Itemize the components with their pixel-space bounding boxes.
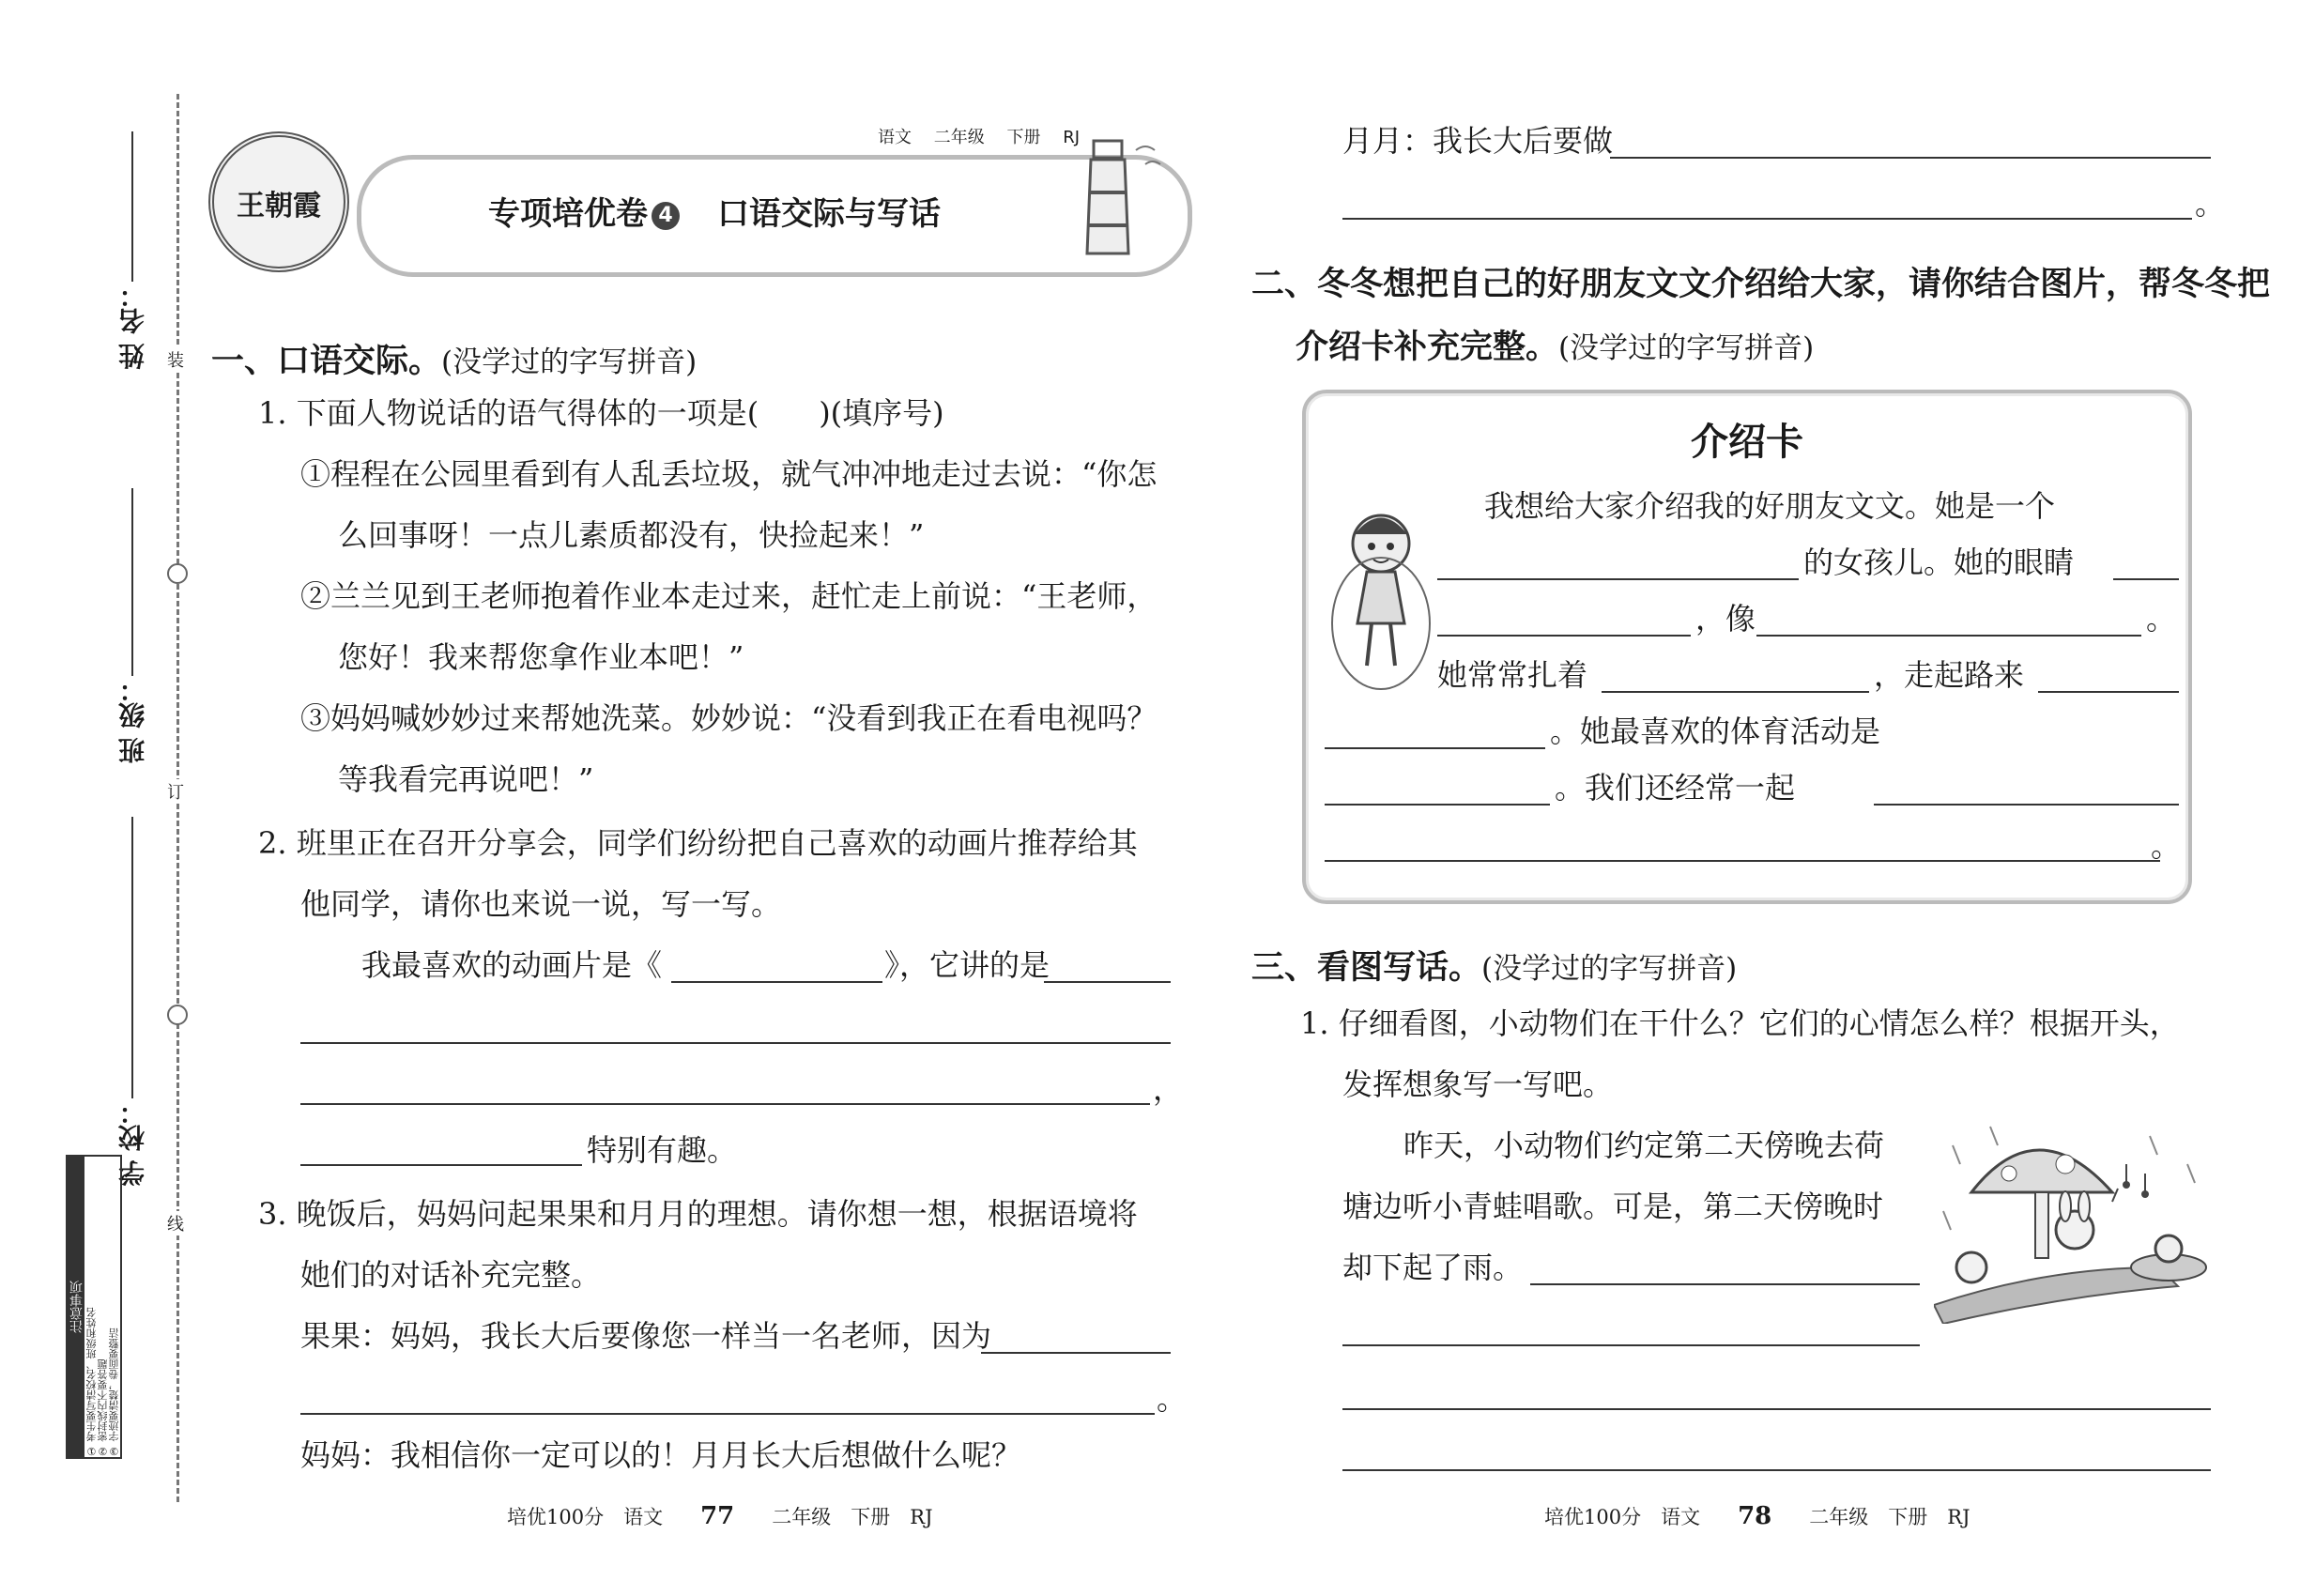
card-line2: 的女孩儿。她的眼睛 (1803, 545, 2075, 580)
q2-comma: ， (1153, 1071, 1184, 1107)
s3-para-line2: 塘边听小青蛙唱歌。可是，第二天傍晚时 (1342, 1189, 1884, 1224)
animals-in-rain-illustration (1934, 1108, 2216, 1324)
q1-option1-line1: ①程程在公园里看到有人乱丢垃圾，就气冲冲地走过去说：“你怎 (300, 456, 1158, 492)
brand-logo (208, 131, 349, 272)
card-line6: 。我们还经常一起 (1555, 770, 1796, 806)
footer-left-info: 二年级 下册 RJ (772, 1506, 933, 1528)
s3-para-line1: 昨天，小动物们约定第二天傍晚去荷 (1403, 1128, 1885, 1163)
s3-q1-line2: 发挥想象写一写吧。 (1342, 1067, 1614, 1102)
q2-stem-line1: 2. 班里正在召开分享会，同学们纷纷把自己喜欢的动画片推荐给其 (258, 825, 1138, 861)
title-text: 口语交际与写话 (717, 195, 941, 233)
q2-fill-text2: 》，它讲的是 (884, 947, 1050, 983)
lighthouse-icon (1080, 131, 1183, 263)
s3-blank2[interactable] (1342, 1344, 1920, 1346)
q2-fill-text3: 特别有趣。 (587, 1132, 738, 1168)
card-blank4[interactable] (1756, 635, 2141, 637)
q1-option3-line1: ③妈妈喊妙妙过来帮她洗菜。妙妙说：“没看到我正在看电视吗？ (300, 700, 1158, 736)
q2-blank-content2[interactable] (300, 1042, 1171, 1044)
section3-title (1251, 942, 1737, 989)
q3-period2: 。 (2195, 186, 2226, 222)
class-field-line[interactable] (131, 488, 133, 676)
q2-blank-content1[interactable] (1044, 981, 1171, 983)
note-3: ③ 字迹要清楚，卷面要整洁 (108, 1327, 120, 1457)
binding-hole-icon (167, 1005, 188, 1025)
card-blank5[interactable] (1602, 691, 1869, 693)
card-blank8[interactable] (1325, 804, 1550, 806)
notes-box (66, 1155, 122, 1459)
tag-volume: 下册 (1006, 128, 1041, 147)
q3-blank-yueyue1[interactable] (1610, 157, 2211, 159)
name-field-line[interactable] (131, 131, 133, 282)
section2-title-line1: 二、冬冬想把自己的好朋友文文介绍给大家，请你结合图片，帮冬冬把 (1251, 266, 2271, 303)
note-1: ① 考生要写清校名、班级和姓名 (85, 1307, 98, 1457)
card-line3a: ，像 (1695, 601, 1756, 637)
q2-blank-title[interactable] (671, 981, 882, 983)
section1-title-text: 一、口语交际。 (211, 343, 442, 380)
q3-yueyue-line: 月月：我长大后要做 (1342, 123, 1614, 159)
cut-mark-zhuang: 装 (167, 347, 184, 372)
cut-mark-xian: 线 (167, 1211, 184, 1235)
s3-q1-line1: 1. 仔细看图，小动物们在干什么？它们的心情怎么样？根据开头， (1300, 1005, 2180, 1041)
footer-right-series: 培优100分 语文 (1544, 1506, 1701, 1528)
section1-title (211, 335, 697, 382)
card-blank9[interactable] (1874, 804, 2179, 806)
intro-card (1302, 390, 2192, 904)
footer-right (1544, 1502, 1970, 1530)
q1-option2-line1: ②兰兰见到王老师抱着作业本走过来，赶忙走上前说：“王老师， (300, 578, 1158, 614)
card-blank10[interactable] (1325, 860, 2160, 862)
note-2: ② 密封线内不要答题 (97, 1358, 109, 1457)
q2-blank-content4[interactable] (300, 1164, 582, 1166)
q3-stem-line1: 3. 晚饭后，妈妈问起果果和月月的理想。请你想一想，根据语境将 (258, 1196, 1138, 1232)
header-tags (878, 124, 1080, 148)
q3-blank-guoguo1[interactable] (981, 1352, 1171, 1354)
q3-guoguo-line: 果果：妈妈，我长大后要像您一样当一名老师，因为 (300, 1318, 992, 1354)
class-label: 班 级： (117, 676, 148, 764)
section2-note: (没学过的字写拼音) (1558, 331, 1815, 365)
q1-option1-line2: 么回事呀！一点儿素质都没有，快捡起来！” (338, 517, 925, 553)
name-label: 姓 名： (117, 282, 148, 370)
q3-blank-yueyue2[interactable] (1342, 218, 2192, 220)
q2-stem-line2: 他同学，请你也来说一说，写一写。 (300, 886, 782, 922)
card-blank2[interactable] (2113, 578, 2179, 580)
q3-period1: 。 (1157, 1381, 1188, 1417)
q2-blank-content3[interactable] (300, 1103, 1150, 1105)
card-line3b: 。 (2146, 601, 2177, 637)
header-title (488, 188, 941, 234)
section2-title-line2 (1296, 321, 1814, 368)
section1-note: (没学过的字写拼音) (441, 345, 698, 379)
footer-right-page: 78 (1738, 1502, 1772, 1530)
s3-blank1[interactable] (1530, 1283, 1920, 1285)
card-blank7[interactable] (1325, 747, 1545, 749)
title-number-badge: 4 (652, 202, 680, 230)
card-blank1[interactable] (1437, 578, 1799, 580)
card-line7: 。 (2151, 828, 2182, 864)
card-line5: 。她最喜欢的体育活动是 (1550, 714, 1881, 749)
q1-option2-line2: 您好！我来帮您拿作业本吧！” (338, 639, 744, 675)
section3-title-text: 三、看图写话。 (1251, 949, 1482, 987)
q1-stem: 1. 下面人物说话的语气得体的一项是( )(填序号) (258, 395, 944, 431)
tag-grade: 二年级 (933, 128, 985, 147)
title-prefix: 专项培优卷 (488, 195, 648, 233)
section3-note: (没学过的字写拼音) (1481, 952, 1738, 986)
q3-blank-guoguo2[interactable] (300, 1413, 1155, 1415)
card-blank6[interactable] (2038, 691, 2179, 693)
card-blank3[interactable] (1437, 635, 1691, 637)
footer-left-page: 77 (700, 1502, 735, 1530)
binding-hole-icon (167, 563, 188, 584)
school-field-line[interactable] (131, 817, 133, 1098)
notes-title: 注意事项 (68, 1157, 84, 1457)
q3-stem-line2: 她们的对话补充完整。 (300, 1257, 602, 1293)
tag-subject: 语文 (878, 128, 912, 147)
s3-blank3[interactable] (1342, 1408, 2211, 1410)
footer-left (507, 1502, 933, 1530)
brand-logo-text: 王朝霞 (237, 190, 321, 223)
q3-mama-line: 妈妈：我相信你一定可以的！月月长大后想做什么呢？ (300, 1437, 1022, 1473)
q2-fill-text1: 我最喜欢的动画片是《 (361, 947, 663, 983)
card-line4b: ，走起路来 (1874, 657, 2025, 693)
section2-title-text: 介绍卡补充完整。 (1296, 329, 1559, 366)
footer-right-info: 二年级 下册 RJ (1809, 1506, 1970, 1528)
school-label: 学 校： (117, 1098, 148, 1187)
intro-card-title: 介绍卡 (1691, 421, 1803, 464)
q1-option3-line2: 等我看完再说吧！” (338, 761, 594, 797)
footer-left-series: 培优100分 语文 (507, 1506, 664, 1528)
s3-blank4[interactable] (1342, 1469, 2211, 1471)
cut-mark-ding: 订 (167, 779, 184, 804)
binding-sidebar (56, 94, 188, 1502)
card-line4a: 她常常扎着 (1437, 657, 1588, 693)
card-line1: 我想给大家介绍我的好朋友文文。她是一个 (1484, 488, 2056, 524)
s3-para-line3: 却下起了雨。 (1342, 1250, 1524, 1285)
tag-edition: RJ (1063, 128, 1081, 147)
girl-jumping-rope-illustration (1325, 501, 1437, 698)
